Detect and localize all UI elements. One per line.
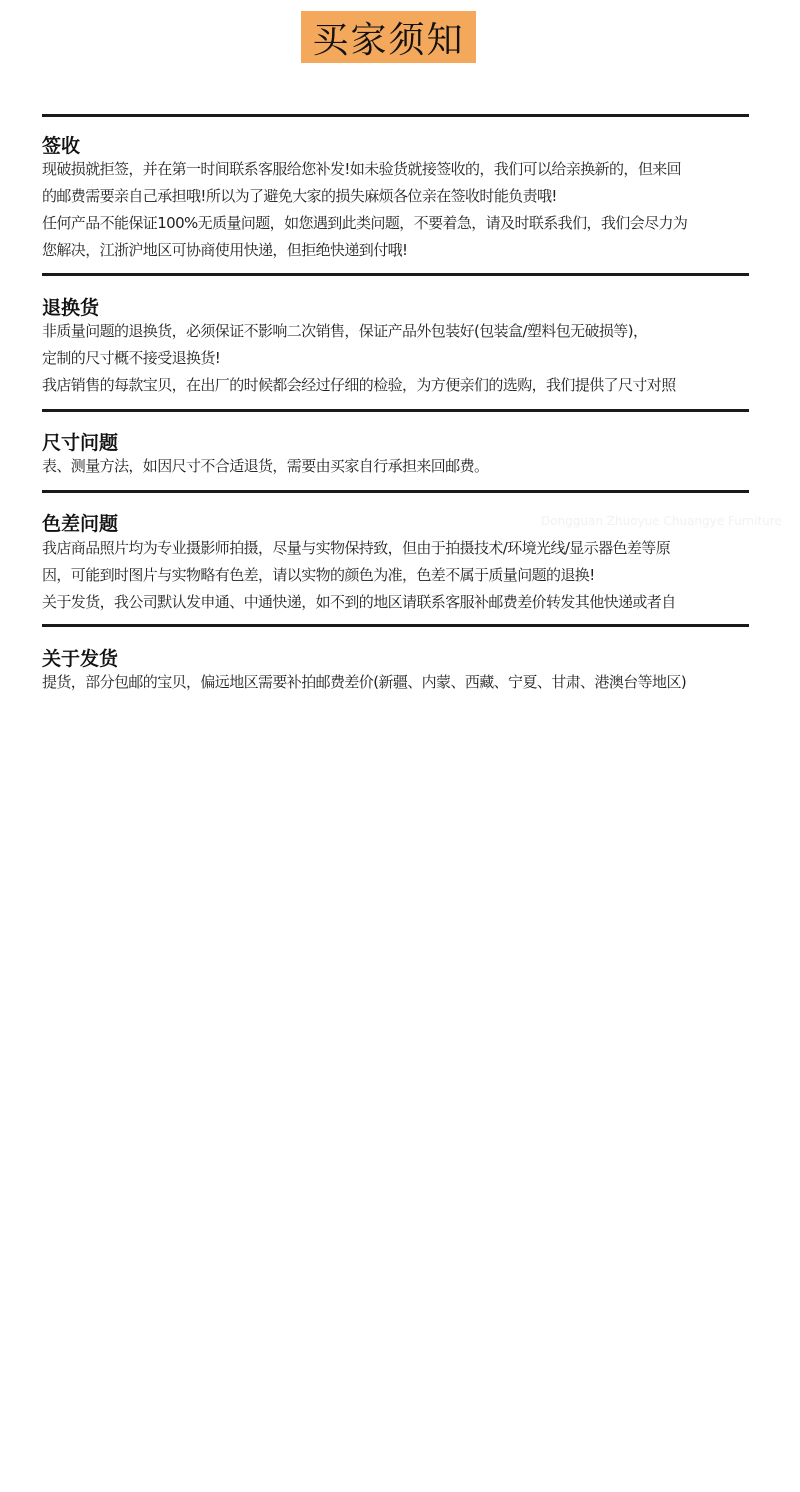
section-divider: [42, 490, 749, 493]
section-divider: [42, 624, 749, 627]
section-heading-signing: 签收: [42, 135, 81, 157]
section-text-line: 非质量问题的退换货，必须保证不影响二次销售，保证产品外包装好(包装盒/塑料包无破损等)，: [42, 322, 648, 340]
section-divider: [42, 273, 749, 276]
section-heading-color: 色差问题: [42, 513, 119, 535]
section-text-line: 关于发货，我公司默认发申通、中通快递，如不到的地区请联系客服补邮费差价转发其他快递或者自: [42, 593, 676, 611]
section-text-line: 表、测量方法，如因尺寸不合适退货，需要由买家自行承担来回邮费。: [42, 457, 489, 475]
watermark-text: Dongguan Zhuoyue Chuangye Furniture: [541, 514, 782, 528]
section-divider: [42, 409, 749, 412]
page-title: 买家须知: [312, 19, 465, 61]
section-heading-size: 尺寸问题: [42, 432, 119, 454]
section-divider: [42, 114, 749, 117]
section-text-line: 现破损就拒签，并在第一时间联系客服给您补发!如未验货就接签收的，我们可以给亲换新的，但来回: [42, 160, 682, 178]
section-text-line: 我店商品照片均为专业摄影师拍摄，尽量与实物保持致，但由于拍摄技术/环境光线/显示器色差等原: [42, 539, 671, 557]
section-text-line: 我店销售的每款宝贝，在出厂的时候都会经过仔细的检验，为方便亲们的选购，我们提供了尺寸对照: [42, 376, 676, 394]
section-text-line: 的邮费需要亲自己承担哦!所以为了避免大家的损失麻烦各位亲在签收时能负责哦!: [42, 187, 557, 205]
section-heading-shipping: 关于发货: [42, 648, 119, 670]
title-banner: [301, 11, 476, 63]
section-text-line: 您解决，江浙沪地区可协商使用快递，但拒绝快递到付哦!: [42, 241, 408, 259]
section-text-line: 任何产品不能保证100%无质量问题，如您遇到此类问题，不要着急，请及时联系我们，我们会尽力为: [42, 214, 688, 232]
section-heading-returns: 退换货: [42, 297, 100, 319]
section-text-line: 定制的尺寸概不接受退换货!: [42, 349, 221, 367]
section-text-line: 提货，部分包邮的宝贝，偏远地区需要补拍邮费差价(新疆、内蒙、西藏、宁夏、甘肃、港澳台等地区): [42, 673, 687, 691]
section-text-line: 因，可能到时图片与实物略有色差，请以实物的颜色为准，色差不属于质量问题的退换!: [42, 566, 595, 584]
